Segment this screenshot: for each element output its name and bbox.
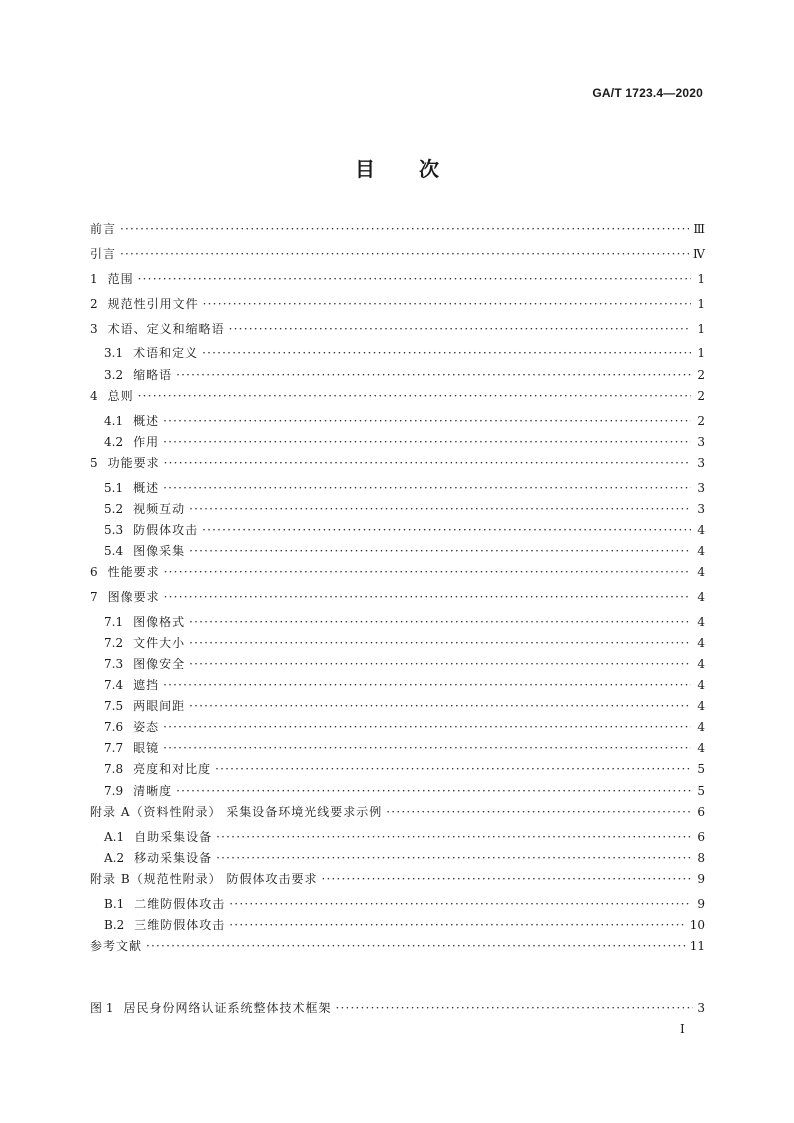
toc-entry-page: 4 [697, 656, 705, 671]
toc-subsection-entry[interactable] [90, 827, 705, 848]
toc-entry-page: 2 [697, 413, 705, 428]
toc-entry-page: 11 [689, 938, 705, 953]
leader-dots [163, 432, 691, 453]
leader-dots [120, 244, 689, 265]
toc-entry-number: 4.1 [104, 413, 124, 428]
toc-section-entry[interactable] [90, 562, 705, 583]
leader-dots [216, 848, 691, 869]
page-number: I [680, 1022, 685, 1036]
leader-dots [215, 759, 691, 780]
leader-dots [335, 998, 693, 1019]
toc-entry-label: 防假体攻击 [133, 522, 199, 537]
toc-entry-page: 4 [697, 678, 705, 693]
leader-dots [229, 915, 685, 936]
toc-entry-number: 7.6 [104, 720, 124, 735]
toc-entry-number: 1 [90, 271, 98, 286]
toc-entry-number: 5.1 [104, 480, 124, 495]
toc-subsection-entry[interactable] [90, 717, 705, 738]
toc-entry-label: 性能要求 [107, 564, 160, 579]
toc-entry-page: 2 [697, 367, 705, 382]
toc-subsection-entry[interactable] [90, 478, 705, 499]
toc-entry-number: A.2 [104, 850, 125, 865]
figure-title: 居民身份网络认证系统整体技术框架 [123, 1001, 332, 1015]
leader-dots [189, 541, 691, 562]
toc-entry-label: 前言 [90, 222, 117, 236]
leader-dots [229, 319, 691, 340]
leader-dots [229, 894, 691, 915]
toc-entry-page: 4 [697, 741, 705, 756]
leader-dots [202, 343, 691, 364]
leader-dots [189, 654, 691, 675]
toc-subsection-entry[interactable] [90, 541, 705, 562]
toc-entry-number: 7.1 [104, 614, 124, 629]
toc-entry-number: 5.4 [104, 543, 124, 558]
toc-entry-label: 术语、定义和缩略语 [107, 321, 225, 336]
leader-dots [138, 269, 691, 290]
toc-section-entry[interactable] [90, 219, 705, 240]
toc-entry-page: 3 [697, 434, 705, 449]
toc-entry-label: 两眼间距 [133, 699, 186, 714]
leader-dots [163, 411, 691, 432]
toc-subsection-entry[interactable] [90, 781, 705, 802]
leader-dots [189, 499, 691, 520]
toc-entry-label: 文件大小 [133, 635, 186, 650]
toc-entry-page: 3 [697, 455, 705, 470]
leader-dots [163, 478, 691, 499]
toc-entry-page: 5 [697, 783, 705, 798]
toc-section-entry[interactable] [90, 869, 705, 890]
toc-subsection-entry[interactable] [90, 343, 705, 364]
figure-page: 3 [697, 1001, 705, 1015]
toc-entry-label: 图像格式 [133, 614, 186, 629]
toc-entry-label: 移动采集设备 [134, 850, 213, 865]
leader-dots [386, 802, 691, 823]
toc-section-entry[interactable] [90, 587, 705, 608]
toc-entry-label: 附录 B（规范性附录） 防假体攻击要求 [90, 871, 318, 886]
standard-code: GA/T 1723.4—2020 [592, 86, 703, 100]
figure-list-entry[interactable] [90, 998, 705, 1019]
toc-entry-number: 7 [90, 589, 98, 604]
leader-dots [163, 717, 691, 738]
toc-entry-label: 术语和定义 [133, 346, 199, 361]
leader-dots [146, 936, 686, 957]
toc-entry-label: 图像采集 [133, 543, 186, 558]
toc-entry-page: 4 [697, 543, 705, 558]
toc-entry-label: 图像要求 [107, 589, 160, 604]
toc-entry-label: 附录 A（资料性附录） 采集设备环境光线要求示例 [90, 804, 383, 819]
leader-dots [176, 365, 691, 386]
toc-entry-number: 3.2 [104, 367, 124, 382]
toc-entry-number: 5.3 [104, 522, 124, 537]
toc-section-entry[interactable] [90, 386, 705, 407]
leader-dots [176, 781, 691, 802]
toc-entry-number: 3 [90, 321, 98, 336]
toc-entry-page: 9 [697, 871, 705, 886]
toc-entry-number: 6 [90, 564, 98, 579]
toc-entry-page: 6 [697, 804, 705, 819]
toc-entry-number: B.2 [104, 917, 125, 932]
toc-subsection-entry[interactable] [90, 365, 705, 386]
toc-entry-page: 6 [697, 829, 705, 844]
toc-entry-page: 8 [697, 850, 705, 865]
toc-entry-page: 4 [697, 720, 705, 735]
toc-list [90, 219, 705, 961]
toc-subsection-entry[interactable] [90, 411, 705, 432]
toc-entry-page: 4 [697, 614, 705, 629]
toc-entry-number: 7.8 [104, 762, 124, 777]
toc-entry-number: 7.5 [104, 699, 124, 714]
toc-entry-page: 9 [697, 896, 705, 911]
toc-entry-page: 10 [689, 917, 705, 932]
toc-entry-page: Ⅳ [693, 246, 705, 261]
leader-dots [189, 612, 691, 633]
toc-entry-label: 范围 [107, 271, 134, 286]
toc-title-right: 次 [419, 157, 439, 181]
toc-entry-label: 清晰度 [133, 783, 173, 798]
toc-entry-label: 自助采集设备 [134, 829, 213, 844]
toc-entry-number: 4.2 [104, 434, 124, 449]
toc-entry-label: 概述 [133, 413, 160, 428]
leader-dots [120, 219, 689, 240]
toc-section-entry[interactable] [90, 294, 705, 315]
toc-subsection-entry[interactable] [90, 654, 705, 675]
toc-entry-number: 7.7 [104, 741, 124, 756]
toc-entry-label: 参考文献 [90, 938, 143, 953]
toc-entry-label: 作用 [133, 434, 160, 449]
toc-subsection-entry[interactable] [90, 848, 705, 869]
toc-entry-label: 缩略语 [133, 367, 173, 382]
toc-entry-number: 7.9 [104, 783, 124, 798]
toc-entry-label: 规范性引用文件 [107, 296, 199, 311]
toc-subsection-entry[interactable] [90, 738, 705, 759]
toc-entry-page: 1 [697, 296, 705, 311]
toc-entry-number: B.1 [104, 896, 125, 911]
leader-dots [163, 675, 691, 696]
figure-number: 图 1 [90, 1001, 114, 1015]
toc-entry-label: 二维防假体攻击 [134, 896, 226, 911]
toc-entry-label: 三维防假体攻击 [134, 917, 226, 932]
toc-entry-label: 概述 [133, 480, 160, 495]
toc-entry-label: 姿态 [133, 720, 160, 735]
leader-dots [216, 827, 691, 848]
toc-entry-number: 7.3 [104, 656, 124, 671]
leader-dots [163, 738, 691, 759]
toc-entry-label: 眼镜 [133, 741, 160, 756]
toc-entry-number: 2 [90, 296, 98, 311]
toc-entry-label: 亮度和对比度 [133, 762, 212, 777]
toc-entry-page: 4 [697, 635, 705, 650]
toc-subsection-entry[interactable] [90, 432, 705, 453]
toc-section-entry[interactable] [90, 802, 705, 823]
toc-subsection-entry[interactable] [90, 675, 705, 696]
leader-dots [138, 386, 691, 407]
toc-entry-number: A.1 [104, 829, 125, 844]
toc-entry-number: 5 [90, 455, 98, 470]
toc-title-left: 目 [355, 157, 375, 181]
toc-entry-number: 3.1 [104, 346, 124, 361]
toc-entry-page: 1 [697, 271, 705, 286]
toc-section-entry[interactable] [90, 244, 705, 265]
toc-subsection-entry[interactable] [90, 915, 705, 936]
leader-dots [189, 696, 691, 717]
toc-entry-page: 4 [697, 564, 705, 579]
toc-entry-page: 1 [697, 346, 705, 361]
toc-section-entry[interactable] [90, 269, 705, 290]
toc-subsection-entry[interactable] [90, 894, 705, 915]
leader-dots [189, 633, 691, 654]
leader-dots [203, 294, 691, 315]
leader-dots [321, 869, 691, 890]
toc-entry-page: 4 [697, 522, 705, 537]
toc-subsection-entry[interactable] [90, 759, 705, 780]
toc-subsection-entry[interactable] [90, 520, 705, 541]
toc-subsection-entry[interactable] [90, 696, 705, 717]
leader-dots [164, 587, 691, 608]
toc-subsection-entry[interactable] [90, 499, 705, 520]
toc-entry-page: 3 [697, 480, 705, 495]
toc-entry-label: 功能要求 [107, 455, 160, 470]
toc-section-entry[interactable] [90, 936, 705, 957]
leader-dots [164, 453, 691, 474]
toc-title [0, 153, 794, 182]
toc-entry-page: Ⅲ [693, 222, 705, 236]
toc-entry-label: 引言 [90, 246, 117, 261]
toc-entry-number: 4 [90, 388, 98, 403]
toc-subsection-entry[interactable] [90, 612, 705, 633]
toc-entry-page: 4 [697, 699, 705, 714]
toc-entry-page: 3 [697, 501, 705, 516]
toc-entry-page: 1 [697, 321, 705, 336]
toc-entry-label: 总则 [107, 388, 134, 403]
toc-entry-label: 图像安全 [133, 656, 186, 671]
leader-dots [164, 562, 691, 583]
toc-subsection-entry[interactable] [90, 633, 705, 654]
toc-entry-number: 5.2 [104, 501, 124, 516]
toc-entry-page: 4 [697, 589, 705, 604]
toc-entry-label: 视频互动 [133, 501, 186, 516]
toc-entry-label: 遮挡 [133, 678, 160, 693]
toc-entry-page: 2 [697, 388, 705, 403]
toc-entry-number: 7.4 [104, 678, 124, 693]
toc-entry-number: 7.2 [104, 635, 124, 650]
toc-section-entry[interactable] [90, 453, 705, 474]
toc-entry-page: 5 [697, 762, 705, 777]
leader-dots [202, 520, 691, 541]
toc-section-entry[interactable] [90, 319, 705, 340]
